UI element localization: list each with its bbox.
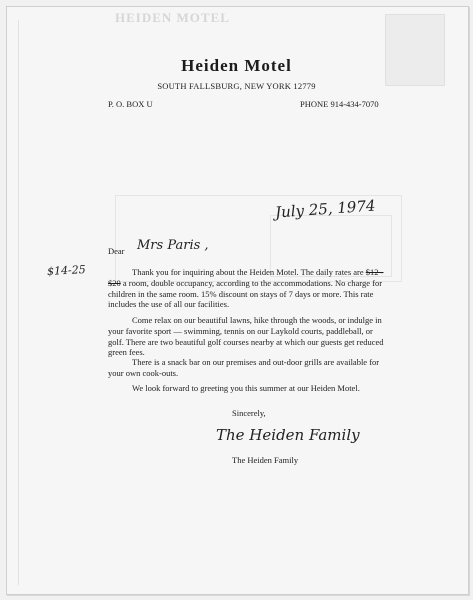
closing-text: We look forward to greeting you this summer at our Heiden Motel.: [132, 383, 360, 393]
motel-address: SOUTH FALLSBURG, NEW YORK 12779: [157, 81, 316, 91]
handwritten-signature: The Heiden Family: [216, 426, 360, 444]
po-box: P. O. BOX U: [108, 99, 153, 109]
greeting: Dear: [108, 246, 125, 256]
paragraph-activities: [108, 315, 386, 358]
show-through-handwriting: [305, 110, 415, 190]
handwritten-date: July 25, 1974: [274, 196, 377, 222]
signer-name: The Heiden Family: [232, 455, 299, 465]
rates-text-end: a room, double occupancy, according to the accommodations. No charge for children in the same room. 15% discount on stays of 7 days or more. This rate includes the use of all our facilities.: [108, 277, 383, 310]
rates-text-start: Thank you for inquiring about the Heiden Motel. The daily rates are: [132, 267, 364, 277]
paragraph-snack-bar: [108, 357, 386, 379]
phone-number: PHONE 914-434-7070: [300, 99, 379, 109]
paragraph-closing: [108, 383, 386, 394]
paragraph-rates: [108, 267, 386, 310]
show-through-letterhead: HEIDEN MOTEL: [115, 10, 230, 25]
handwritten-recipient: Mrs Paris ,: [137, 238, 209, 253]
motel-name: Heiden Motel: [181, 56, 292, 75]
struck-rate: $12 - $20: [108, 267, 384, 288]
closing: Sincerely,: [232, 408, 266, 418]
snack-bar-text: There is a snack bar on our premises and out-door grills are available for your own cook-outs.: [108, 357, 380, 378]
activities-text: Come relax on our beautiful lawns, hike through the woods, or indulge in your favorite sport — swimming, tennis on our Laykold courts, paddleball, or golf. There are two beautiful golf courses nearby at which our guests get reduced green fees.: [108, 315, 384, 358]
handwritten-margin-note: $14-25: [46, 262, 87, 279]
